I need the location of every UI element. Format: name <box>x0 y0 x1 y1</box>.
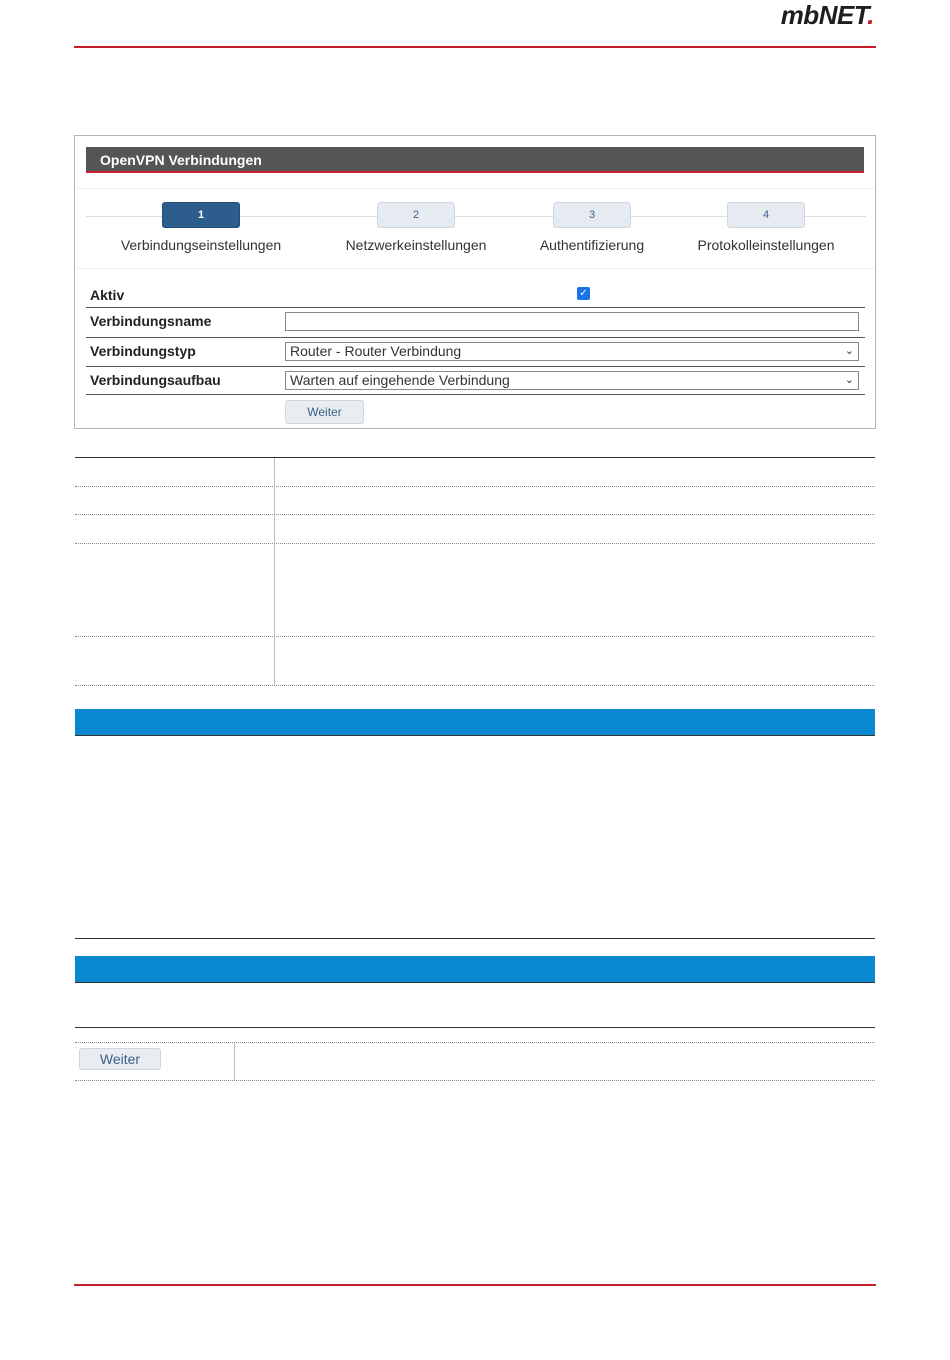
table-column-divider <box>274 458 275 685</box>
divider <box>76 188 874 189</box>
divider <box>76 268 874 269</box>
mbnet-logo <box>781 0 874 31</box>
step-4-label: Protokolleinstellungen <box>697 237 835 253</box>
table-row-divider <box>75 685 875 686</box>
table-row-divider <box>75 1080 875 1081</box>
table-row-divider <box>75 486 875 487</box>
aktiv-checkbox[interactable]: ✓ <box>577 287 590 300</box>
step-1-label: Verbindungseinstellungen <box>120 237 282 253</box>
table-row-divider <box>75 636 875 637</box>
table-top-rule <box>75 457 875 458</box>
step-2-label: Netzwerkeinstellungen <box>345 237 487 253</box>
weiter-button[interactable]: Weiter <box>285 400 364 424</box>
step-3[interactable] <box>492 202 692 253</box>
typ-label: Verbindungstyp <box>90 343 196 359</box>
weiter-button-footer[interactable]: Weiter <box>79 1048 161 1070</box>
step-3-label: Authentifizierung <box>539 237 645 253</box>
section-rule <box>75 1027 875 1028</box>
row-verbindungstyp <box>86 338 865 367</box>
footer-rule <box>74 1284 876 1286</box>
section-bar <box>75 709 875 736</box>
step-1[interactable] <box>101 202 301 253</box>
chevron-down-icon: ⌄ <box>844 345 854 357</box>
aufbau-label: Verbindungsaufbau <box>90 372 221 388</box>
table-row-divider <box>75 543 875 544</box>
table-column-divider <box>234 1043 235 1080</box>
openvpn-screenshot <box>74 135 876 429</box>
section-rule <box>75 938 875 939</box>
aufbau-value: Warten auf eingehende Verbindung <box>290 372 510 388</box>
step-4[interactable] <box>666 202 866 253</box>
panel-title: OpenVPN Verbindungen <box>86 147 864 173</box>
logo-dot: . <box>867 0 874 30</box>
table-row-divider <box>75 1042 875 1043</box>
step-1-number[interactable]: 1 <box>162 202 240 228</box>
step-4-number[interactable]: 4 <box>727 202 805 228</box>
chevron-down-icon: ⌄ <box>844 374 854 386</box>
row-aktiv <box>86 282 865 308</box>
logo-text: mbNET <box>780 0 868 30</box>
aktiv-label: Aktiv <box>90 287 125 303</box>
name-label: Verbindungsname <box>90 313 212 329</box>
step-3-number[interactable]: 3 <box>553 202 631 228</box>
header-rule <box>74 46 876 48</box>
typ-value: Router - Router Verbindung <box>290 343 462 359</box>
verbindungsaufbau-select[interactable] <box>285 371 859 390</box>
step-2[interactable] <box>316 202 516 253</box>
wizard-steps <box>86 202 866 262</box>
section-bar <box>75 956 875 983</box>
row-verbindungsname <box>86 308 865 338</box>
table-row-divider <box>75 514 875 515</box>
row-verbindungsaufbau <box>86 367 865 395</box>
verbindungsname-input[interactable] <box>285 312 859 331</box>
step-2-number[interactable]: 2 <box>377 202 455 228</box>
verbindungstyp-select[interactable] <box>285 342 859 361</box>
